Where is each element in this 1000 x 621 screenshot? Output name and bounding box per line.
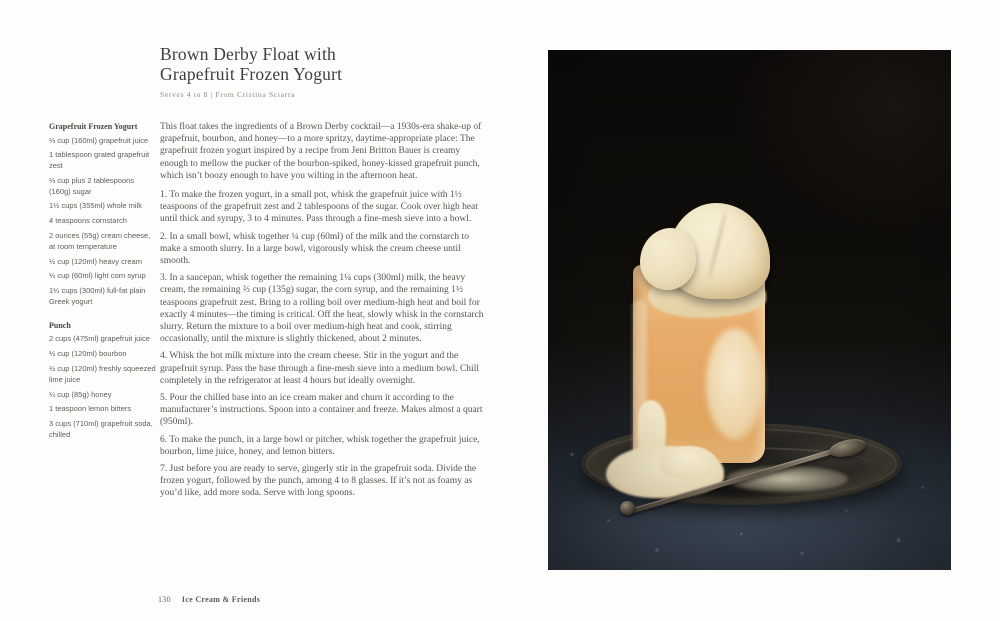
recipe-step: 6. To make the punch, in a large bowl or pitcher, whisk together the grapefruit juice, bourbon, lime juice, honey, and lemon bitters. (160, 434, 480, 457)
page-number: 130 (158, 595, 171, 604)
ingredients-section-punch (49, 321, 157, 441)
recipe-step: 3. In a saucepan, whisk together the remaining 1¼ cups (300ml) milk, the heavy cream, the remaining ⅔ cup (135g) sugar, the corn syrup, and the remaining 1½ teaspoons grapefruit zest. Bring to a rolling boil over medium-high heat and boil for exactly 4 minutes—the timing is critical. Off the heat, slowly whisk in the cornstarch slurry. Return the mixture to a boil over medium-high heat and cook, stirring occasionally, until the mixture is slightly thickened, about 2 minutes. (160, 273, 484, 345)
ingredients-list-punch (49, 334, 157, 440)
ingredient-item: 1 tablespoon grated grapefruit zest (49, 150, 150, 171)
page-footer (158, 595, 260, 604)
ingredient-item: 3 cups (710ml) grapefruit soda, chilled (49, 419, 153, 439)
float-photograph (548, 50, 951, 570)
recipe-step: 7. Just before you are ready to serve, gingerly stir in the grapefruit soda. Divide the frozen yogurt, followed by the punch, among 4 to 8 glasses. If it’s not as foamy as you’d like, add more soda. Serve with long spoons. (160, 464, 477, 499)
recipe-steps (160, 189, 487, 500)
ingredients-list-frozen-yogurt (49, 136, 157, 308)
ingredient-item: ¼ cup (60ml) light corn syrup (49, 271, 146, 281)
photo-vignette (548, 50, 951, 570)
ingredient-item: ⅔ cup (160ml) grapefruit juice (49, 135, 149, 145)
recipe-step: 4. Whisk the hot milk mixture into the cream cheese. Stir in the yogurt and the grapefruit syrup. Pass the base through a fine-mesh sieve into a medium bowl. Chill completely in the refrigerator at least 4 hours but ideally overnight. (160, 351, 479, 386)
ingredient-item: 1¼ cups (300ml) full-fat plain Greek yogurt (49, 286, 146, 307)
ingredient-item: ⅔ cup plus 2 tablespoons (160g) sugar (49, 175, 135, 196)
recipe-step: 5. Pour the chilled base into an ice cream maker and churn it according to the manufacturer’s instructions. Spoon into a container and freeze. Makes almost a quart (950ml). (160, 393, 483, 428)
ingredient-item: 1½ cups (355ml) whole milk (49, 201, 142, 211)
recipe-title-line2: Grapefruit Frozen Yogurt (160, 64, 343, 84)
recipe-content (160, 44, 487, 505)
ingredients-section-frozen-yogurt (49, 122, 157, 308)
ingredient-item: ¼ cup (85g) honey (49, 389, 112, 399)
recipe-title-line1: Brown Derby Float with (160, 44, 336, 64)
book-title: Ice Cream & Friends (181, 595, 261, 604)
ingredients-sidebar (49, 122, 157, 454)
recipe-title (160, 44, 487, 84)
ingredient-item: 2 cups (475ml) grapefruit juice (49, 334, 150, 344)
serves-line: Serves 4 to 8 | From Cristina Sciarra (160, 90, 296, 99)
ingredient-item: ½ cup (120ml) freshly squeezed lime juice (49, 363, 156, 384)
recipe-intro: This float takes the ingredients of a Brown Derby cocktail—a 1930s-era shake-up of grapefruit, bourbon, and honey—to a more spritzy, daytime-appropriate place: The grapefruit frozen yogurt inspired by a recipe from Jeni Britton Bauer is creamy enough to mellow the pucker of the bourbon-spiked, honey-kissed grapefruit punch, which isn’t boozy enough to have you wilting in the afternoon heat. (160, 122, 482, 181)
ingredient-item: 1 teaspoon lemon bitters (49, 404, 132, 414)
recipe-step: 1. To make the frozen yogurt, in a small pot, whisk the grapefruit juice with 1½ teaspoons of the grapefruit zest and 2 tablespoons of the sugar. Cook over high heat until thick and syrupy, 3 to 4 minutes. Pass through a fine-mesh sieve into a bowl. (160, 190, 478, 225)
ingredient-item: ½ cup (120ml) heavy cream (49, 256, 142, 266)
ingredients-header-frozen-yogurt: Grapefruit Frozen Yogurt (49, 122, 138, 131)
ingredients-header-punch: Punch (49, 320, 71, 330)
ingredient-item: 2 ounces (55g) cream cheese, at room temperature (49, 231, 151, 251)
ingredient-item: 4 teaspoons cornstarch (49, 216, 127, 226)
recipe-step: 2. In a small bowl, whisk together ¼ cup (60ml) of the milk and the cornstarch to make a smooth slurry. In a large bowl, vigorously whisk the cream cheese until smooth. (160, 231, 469, 267)
ingredient-item: ½ cup (120ml) bourbon (49, 349, 127, 359)
